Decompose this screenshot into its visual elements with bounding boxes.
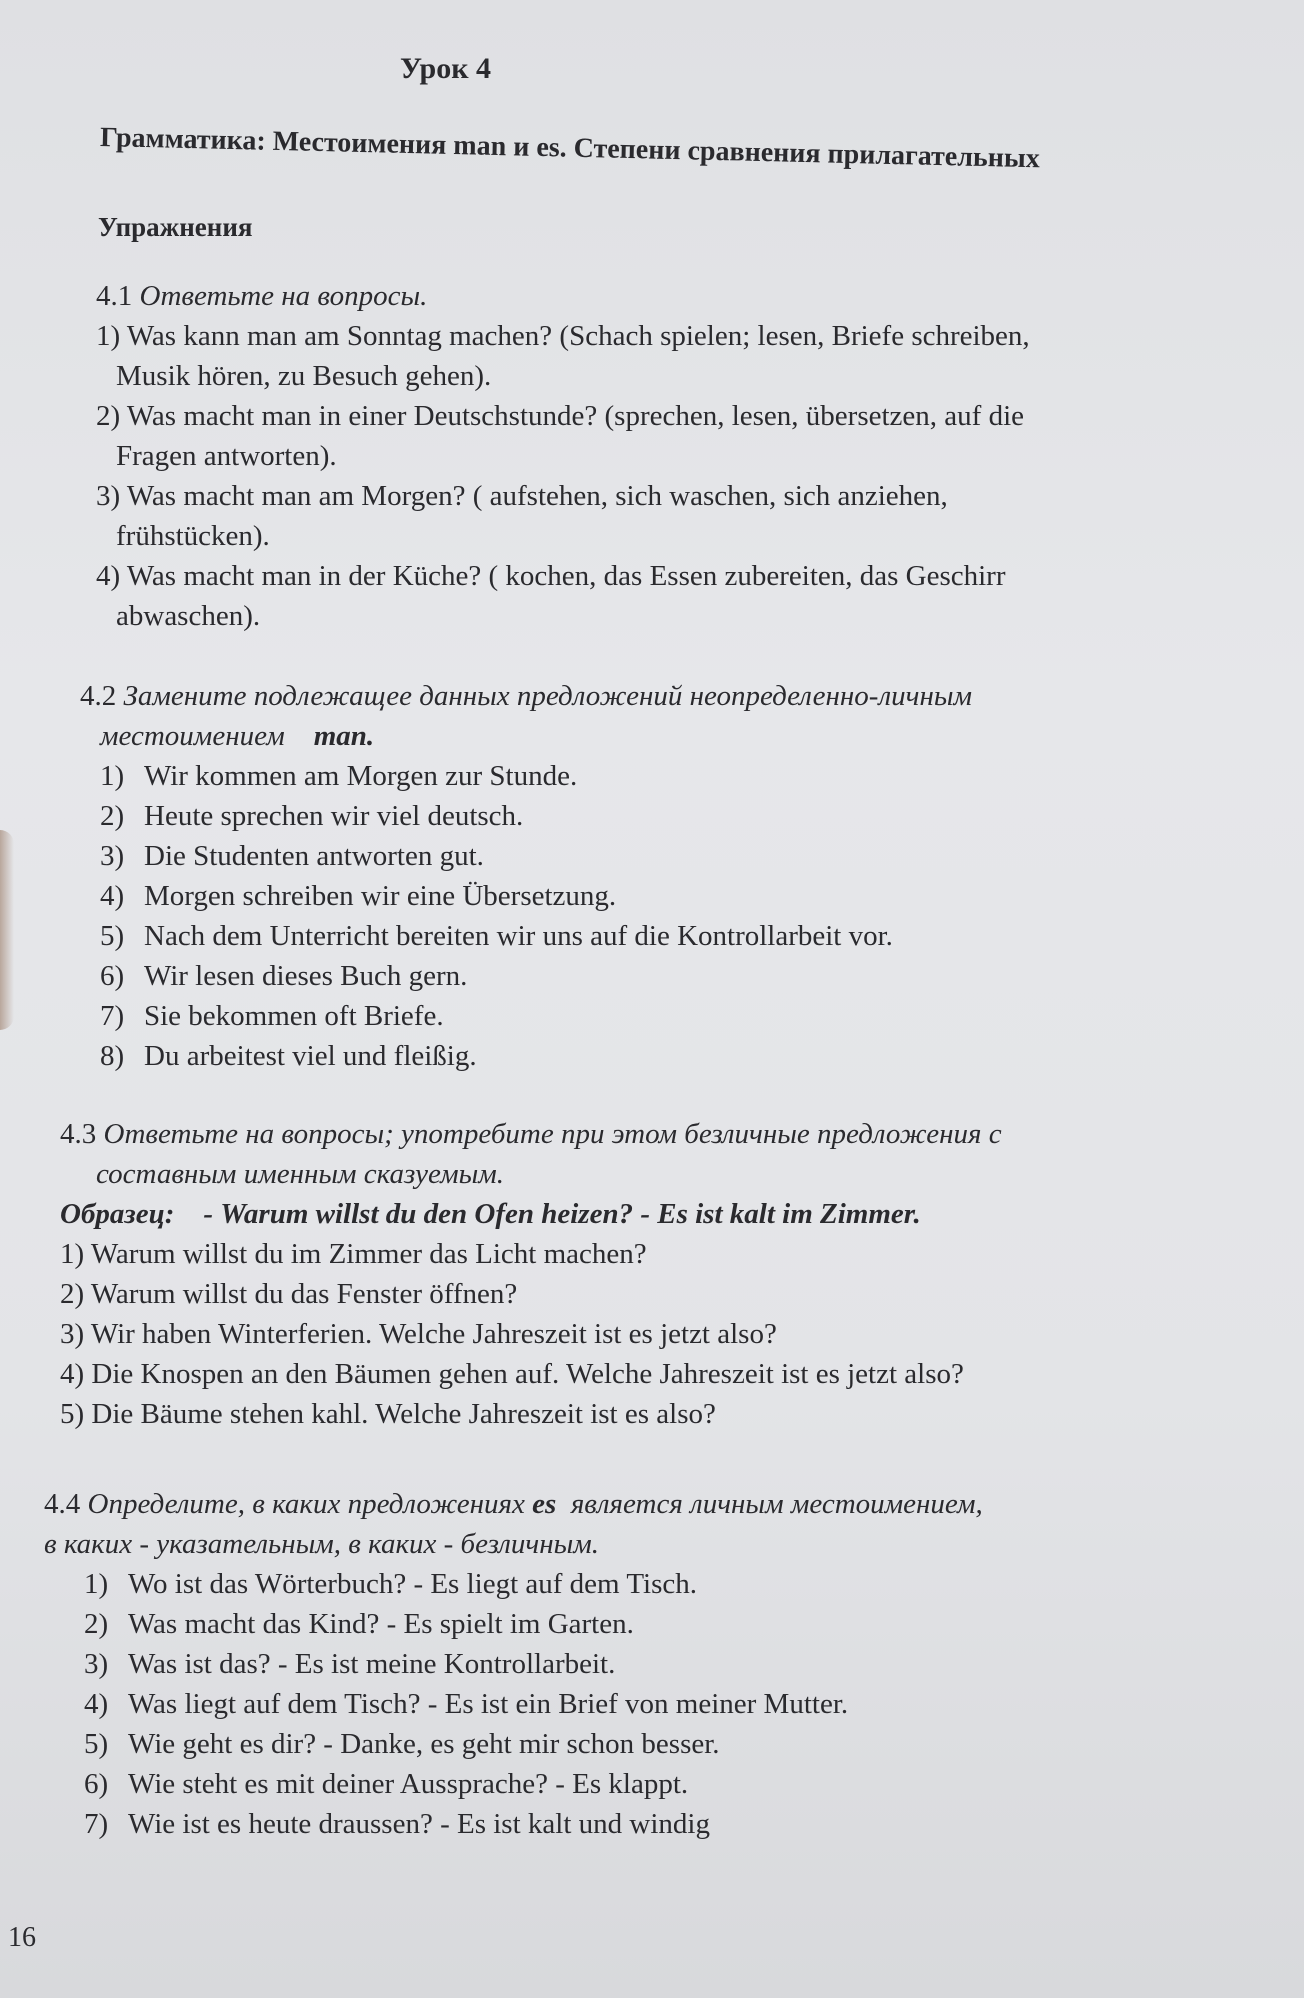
task-keyword: man.: [313, 720, 375, 752]
list-item: 3) Wir haben Winterferien. Welche Jahreszeit ist es jetzt also?: [60, 1318, 777, 1350]
exercises-heading: Упражнения: [98, 212, 253, 242]
exercise-4-1: [96, 276, 1030, 636]
item-number: 6): [84, 1768, 109, 1800]
item-number: 3): [84, 1648, 109, 1680]
list-item: [44, 1724, 983, 1764]
item-number: 2): [84, 1608, 109, 1640]
task-text: местоимением: [100, 720, 285, 752]
list-item-continuation: Fragen antworten).: [116, 440, 337, 472]
list-item: [80, 956, 972, 996]
list-item: 1) Warum willst du im Zimmer das Licht machen?: [60, 1238, 647, 1270]
grammar-title: Грамматика: Местоимения man и es. Степени сравнения прилагательных: [99, 122, 1041, 175]
list-item: [44, 1604, 983, 1644]
exercise-task-continuation: составным именным сказуемым.: [96, 1158, 504, 1190]
item-number: 2): [100, 800, 125, 832]
task-text: Замените подлежащее данных предложений неопределенно-личным: [123, 680, 972, 712]
list-item: [80, 916, 972, 956]
item-number: 4): [84, 1688, 109, 1720]
list-item: [80, 796, 972, 836]
item-number: 3): [100, 840, 125, 872]
exercise-4-4: [44, 1484, 983, 1844]
list-item: [80, 1036, 972, 1076]
item-text: Wo ist das Wörterbuch? - Es liegt auf dem Tisch.: [128, 1568, 697, 1600]
exercise-task: [60, 1114, 1002, 1154]
list-item: [44, 1564, 983, 1604]
list-item: 4) Die Knospen an den Bäumen gehen auf. Welche Jahreszeit ist es jetzt also?: [60, 1358, 964, 1390]
item-number: 7): [84, 1808, 109, 1840]
list-item: [44, 1684, 983, 1724]
exercise-number: 4.2: [80, 680, 117, 712]
sample-text: - Warum willst du den Ofen heizen? - Es ist kalt im Zimmer.: [203, 1198, 921, 1230]
item-text: Was liegt auf dem Tisch? - Es ist ein Brief von meiner Mutter.: [128, 1688, 849, 1720]
list-item: 3) Was macht man am Morgen? ( aufstehen, sich waschen, sich anziehen,: [96, 480, 948, 512]
exercise-number: 4.1: [96, 280, 133, 312]
item-number: 5): [100, 920, 125, 952]
exercise-4-3: [60, 1114, 1002, 1434]
list-item-continuation: abwaschen).: [116, 600, 261, 632]
list-item: [44, 1764, 983, 1804]
finger-shadow: [0, 830, 14, 1030]
list-item: [80, 756, 972, 796]
task-text: Ответьте на вопросы; употребите при этом безличные предложения с: [103, 1118, 1002, 1150]
lesson-title: Урок 4: [400, 52, 492, 85]
item-text: Du arbeitest viel und fleißig.: [144, 1040, 477, 1072]
item-text: Wie geht es dir? - Danke, es geht mir schon besser.: [128, 1728, 720, 1760]
list-item: 2) Was macht man in einer Deutschstunde? (sprechen, lesen, übersetzen, auf die: [96, 400, 1024, 432]
task-text: Ответьте на вопросы.: [139, 280, 428, 312]
exercise-task: [96, 276, 1030, 316]
item-text: Morgen schreiben wir eine Übersetzung.: [144, 880, 617, 912]
item-text: Wir kommen am Morgen zur Stunde.: [144, 760, 578, 792]
list-item-continuation: Musik hören, zu Besuch gehen).: [116, 360, 492, 392]
exercise-number: 4.4: [44, 1488, 81, 1520]
item-number: 5): [84, 1728, 109, 1760]
item-number: 6): [100, 960, 125, 992]
list-item: [44, 1644, 983, 1684]
item-number: 7): [100, 1000, 125, 1032]
list-item: 4) Was macht man in der Küche? ( kochen, das Essen zubereiten, das Geschirr: [96, 560, 1006, 592]
item-text: Sie bekommen oft Briefe.: [144, 1000, 444, 1032]
exercise-number: 4.3: [60, 1118, 97, 1150]
task-text: является личным местоимением,: [570, 1488, 983, 1520]
item-text: Wie steht es mit deiner Aussprache? - Es klappt.: [128, 1768, 689, 1800]
item-number: 1): [84, 1568, 109, 1600]
exercise-task: [80, 676, 972, 716]
item-text: Wir lesen dieses Buch gern.: [144, 960, 468, 992]
task-text: Определите, в каких предложениях: [87, 1488, 525, 1520]
item-text: Nach dem Unterricht bereiten wir uns auf die Kontrollarbeit vor.: [144, 920, 893, 952]
list-item: 1) Was kann man am Sonntag machen? (Schach spielen; lesen, Briefe schreiben,: [96, 320, 1030, 352]
exercise-task-continuation: в каких - указательным, в каких - безличным.: [44, 1528, 599, 1560]
list-item: [80, 836, 972, 876]
exercise-task-continuation: [80, 716, 972, 756]
list-item: [44, 1804, 983, 1844]
list-item-continuation: frühstücken).: [116, 520, 270, 552]
item-number: 8): [100, 1040, 125, 1072]
sample-line: [60, 1194, 1002, 1234]
list-item: 2) Warum willst du das Fenster öffnen?: [60, 1278, 518, 1310]
item-text: Die Studenten antworten gut.: [144, 840, 484, 872]
sample-label: Образец:: [60, 1198, 175, 1230]
list-item: [80, 996, 972, 1036]
item-text: Was ist das? - Es ist meine Kontrollarbeit.: [128, 1648, 616, 1680]
item-text: Was macht das Kind? - Es spielt im Garten.: [128, 1608, 634, 1640]
exercise-4-2: [80, 676, 972, 1076]
list-item: 5) Die Bäume stehen kahl. Welche Jahreszeit ist es also?: [60, 1398, 716, 1430]
page-number: 16: [8, 1922, 36, 1953]
task-keyword: es: [532, 1488, 557, 1520]
item-number: 4): [100, 880, 125, 912]
exercise-task: [44, 1484, 983, 1524]
item-number: 1): [100, 760, 125, 792]
list-item: [80, 876, 972, 916]
item-text: Wie ist es heute draussen? - Es ist kalt und windig: [128, 1808, 710, 1840]
item-text: Heute sprechen wir viel deutsch.: [144, 800, 524, 832]
